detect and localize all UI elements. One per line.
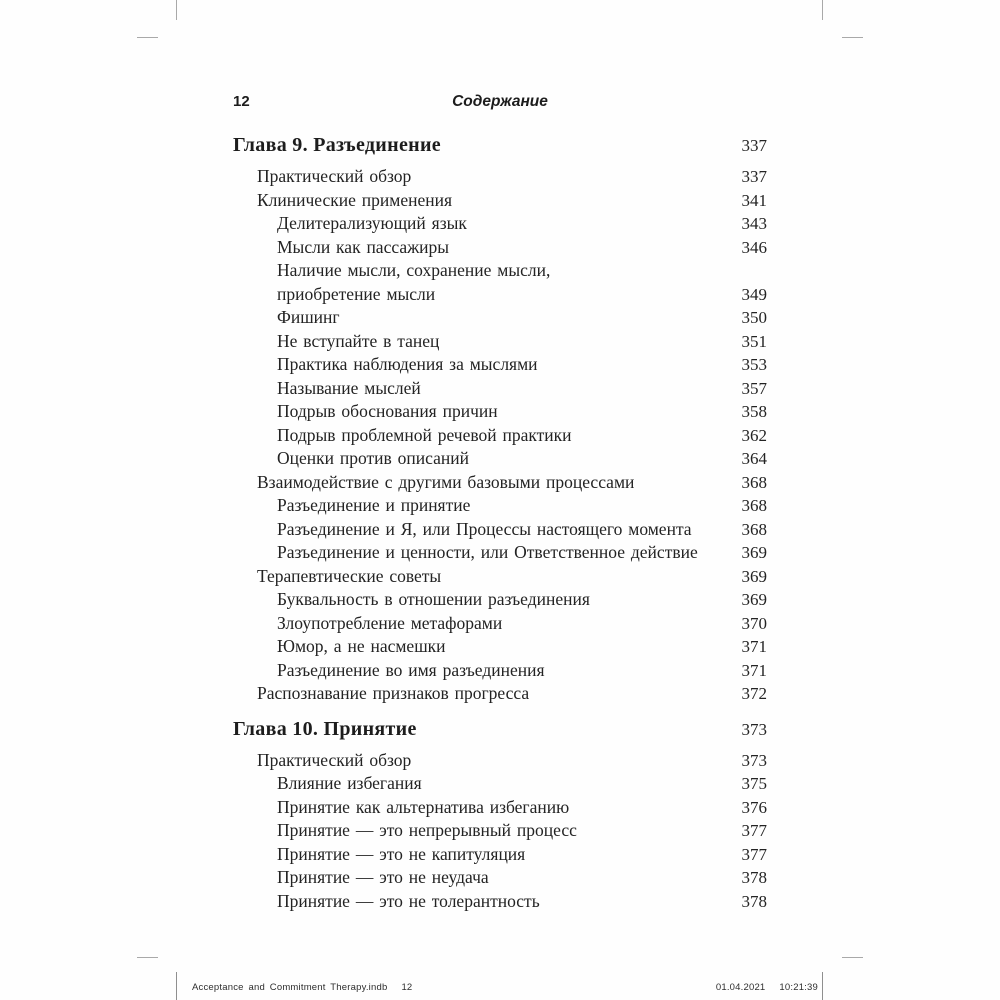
toc-entry [233, 749, 767, 773]
toc-entry [233, 796, 767, 820]
toc-entry-page-number: 357 [741, 378, 767, 398]
toc-entry [233, 212, 767, 236]
toc-entry-page-number: 353 [741, 355, 767, 374]
toc-entry-page-number: 368 [741, 519, 767, 539]
toc-entry [233, 447, 767, 471]
toc-section-title: Глава 10. Принятие [233, 717, 417, 740]
toc-entry-page-number: 351 [741, 331, 767, 351]
crop-mark-bottom-left-horizontal-icon [137, 957, 158, 958]
toc-entry-page-number: 364 [741, 449, 767, 468]
toc-entry [233, 400, 767, 424]
toc-entry-label: Юмор, а не насмешки [277, 636, 446, 656]
toc-entry-label: Разъединение и ценности, или Ответственное действие [277, 542, 698, 562]
footer-page-indicator: 12 [401, 982, 413, 993]
toc-entry-page-number: 358 [741, 402, 767, 421]
toc-entry-page-number: 378 [741, 868, 767, 887]
toc-entry-page-number: 369 [741, 590, 767, 609]
toc-entry-page-number: 373 [741, 750, 767, 770]
toc-entry-page-number: 377 [741, 821, 767, 840]
toc-entry-label: Злоупотребление метафорами [277, 612, 503, 633]
toc-entry-label: Не вступайте в танец [277, 330, 440, 351]
footer-file-slug [192, 982, 412, 993]
toc-entry-label: Принятие как альтернатива избеганию [277, 796, 570, 817]
toc-entry-label: Практический обзор [257, 166, 412, 186]
toc-entry-page-number: 369 [741, 566, 767, 586]
toc-entry [233, 518, 767, 542]
footer-timestamp-slug [716, 982, 818, 993]
toc-entry [233, 612, 767, 636]
toc-entry [233, 565, 767, 589]
toc-entry [233, 843, 767, 867]
toc-entry-label: Практика наблюдения за мыслями [277, 354, 538, 374]
toc-section-heading [233, 715, 767, 744]
toc-entry [233, 819, 767, 843]
toc-entry [233, 165, 767, 189]
page-header [233, 93, 767, 113]
toc-entry-label: Наличие мысли, сохранение мысли, [277, 260, 551, 280]
toc-entry-page-number: 343 [741, 214, 767, 233]
crop-mark-top-right-vertical-icon [822, 0, 823, 20]
crop-mark-top-left-horizontal-icon [137, 37, 158, 38]
toc-entry-page-number: 376 [741, 797, 767, 817]
footer-time: 10:21:39 [779, 982, 818, 993]
toc-entry-page-number: 377 [741, 844, 767, 864]
toc-entry-label: Подрыв проблемной речевой практики [277, 424, 572, 445]
toc-entry-page-number: 368 [741, 472, 767, 492]
toc-entry [233, 236, 767, 260]
toc-entry [233, 541, 767, 565]
toc-entry [233, 424, 767, 448]
toc-entry [233, 283, 767, 307]
toc-entry-page-number: 371 [741, 660, 767, 680]
toc-entry-page-number: 349 [741, 284, 767, 304]
crop-mark-bottom-right-horizontal-icon [842, 957, 863, 958]
running-title: Содержание [452, 93, 548, 110]
crop-mark-top-left-vertical-icon [176, 0, 177, 20]
header-page-number: 12 [233, 93, 250, 110]
toc-entry [233, 635, 767, 659]
toc-entry-page-number: 375 [741, 774, 767, 793]
toc-entry [233, 330, 767, 354]
footer-rule-left [176, 972, 177, 1000]
toc-entry [233, 471, 767, 495]
toc-entry-label: Разъединение и Я, или Процессы настоящего момента [277, 518, 692, 539]
crop-mark-top-right-horizontal-icon [842, 37, 863, 38]
toc-entry-label: Делитерализующий язык [277, 213, 467, 233]
toc-section-heading [233, 131, 767, 160]
footer-date: 01.04.2021 [715, 982, 766, 993]
toc-section-page-number: 337 [741, 136, 767, 155]
footer-file-name: Acceptance and Commitment Therapy.indb [192, 982, 388, 993]
toc-section-page-number: 373 [741, 719, 767, 739]
toc-entry-page-number: 350 [741, 308, 767, 327]
toc-entry-label: Практический обзор [257, 749, 412, 770]
toc-entry-label: приобретение мысли [277, 283, 436, 304]
toc-entry-label: Влияние избегания [277, 773, 422, 793]
toc-entry-label: Взаимодействие с другими базовыми процессами [257, 471, 635, 492]
toc-entry-label: Клинические применения [257, 189, 453, 210]
toc-entry [233, 588, 767, 612]
toc-entry [233, 259, 767, 283]
toc-entry-label: Оценки против описаний [277, 448, 469, 468]
toc-entry [233, 772, 767, 796]
toc-entry-page-number: 378 [741, 891, 767, 911]
toc-entry-page-number: 346 [741, 237, 767, 257]
toc-entry-page-number: 371 [741, 637, 767, 656]
toc-entry-label: Буквальность в отношении разъединения [277, 589, 590, 609]
toc-entry [233, 377, 767, 401]
toc-entry-page-number: 341 [741, 190, 767, 210]
toc-entry-label: Принятие — это не капитуляция [277, 843, 526, 864]
toc-entry-label: Принятие — это не неудача [277, 867, 489, 887]
toc-entry [233, 306, 767, 330]
toc-entry-label: Называние мыслей [277, 377, 421, 398]
toc-entry [233, 866, 767, 890]
toc-entry [233, 890, 767, 914]
toc-entry-page-number: 369 [741, 543, 767, 562]
toc-entry [233, 682, 767, 706]
footer-rule-right [822, 972, 823, 1000]
toc-entry-label: Терапевтические советы [257, 565, 442, 586]
toc-entry-label: Подрыв обоснования причин [277, 401, 498, 421]
toc-entry-label: Фишинг [277, 307, 340, 327]
toc-entry [233, 494, 767, 518]
toc-entry-label: Мысли как пассажиры [277, 236, 450, 257]
table-of-contents [233, 131, 767, 913]
toc-entry-page-number: 370 [741, 613, 767, 633]
toc-entry-label: Принятие — это не толерантность [277, 890, 540, 911]
toc-entry-page-number: 372 [741, 684, 767, 703]
toc-entry-label: Разъединение во имя разъединения [277, 659, 545, 680]
toc-entry [233, 189, 767, 213]
toc-entry [233, 353, 767, 377]
toc-entry-page-number: 368 [741, 496, 767, 515]
toc-entry-label: Распознавание признаков прогресса [257, 683, 530, 703]
toc-entry [233, 659, 767, 683]
toc-entry-label: Принятие — это непрерывный процесс [277, 820, 577, 840]
toc-entry-page-number: 337 [741, 167, 767, 186]
toc-section-title: Глава 9. Разъединение [233, 134, 441, 156]
toc-entry-label: Разъединение и принятие [277, 495, 471, 515]
toc-entry-page-number: 362 [741, 425, 767, 445]
